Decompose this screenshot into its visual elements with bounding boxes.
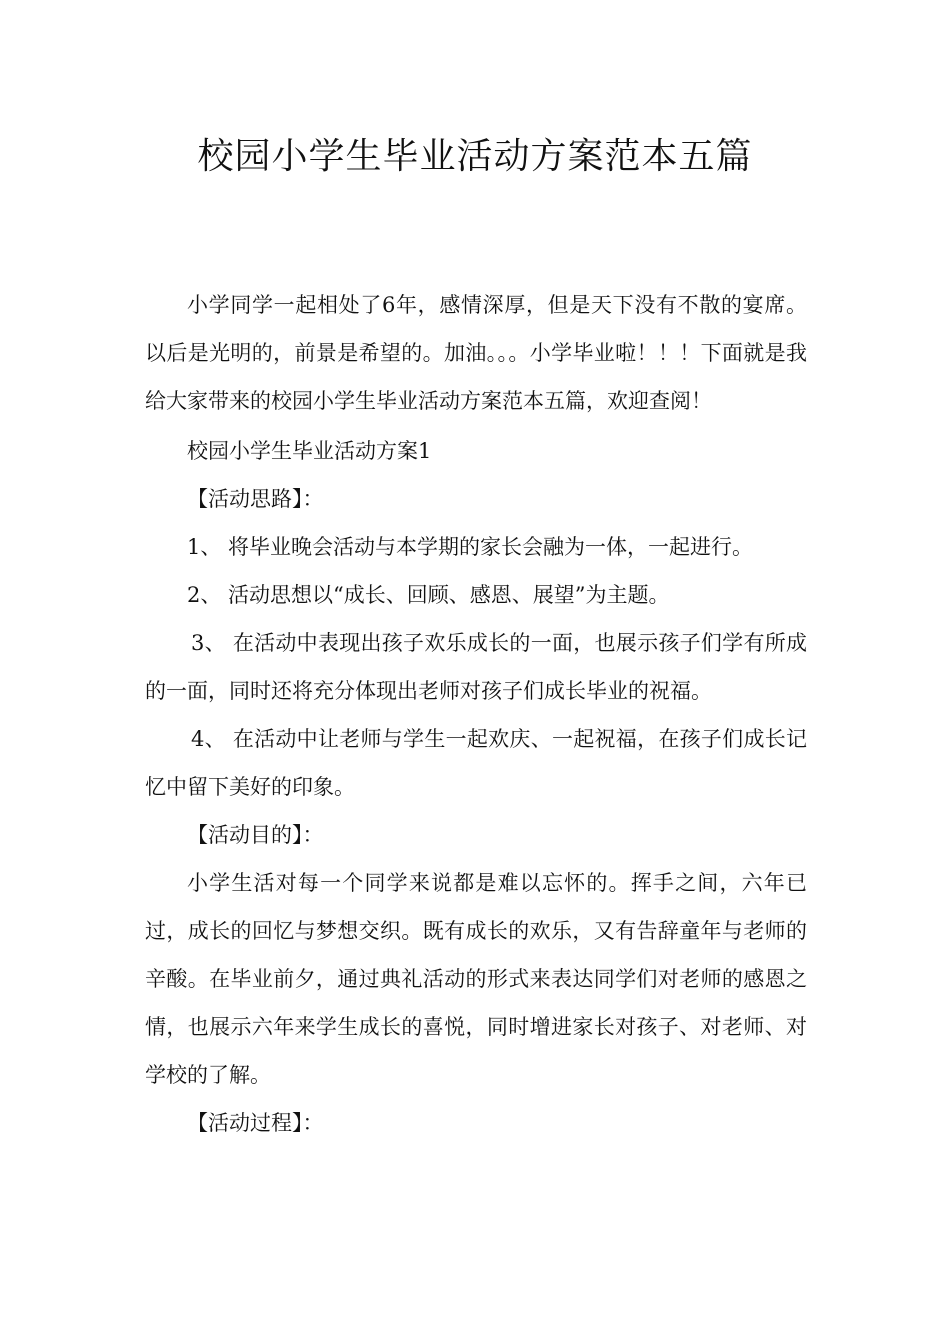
purpose-paragraph: 小学生活对每一个同学来说都是难以忘怀的。挥手之间，六年已过，成长的回忆与梦想交织。既有成长的欢乐，又有告辞童年与老师的辛酸。在毕业前夕，通过典礼活动的形式来表达同学们对老师的感恩之情，也展示六年来学生成长的喜悦，同时增进家长对孩子、对老师、对学校的了解。: [145, 871, 807, 1087]
list-item-2: 2、 活动思想以“成长、回顾、感恩、展望”为主题。: [187, 583, 670, 607]
list-item-4: 4、 在活动中让老师与学生一起欢庆、一起祝福，在孩子们成长记忆中留下美好的印象。: [145, 727, 807, 799]
document-title: 校园小学生毕业活动方案范本五篇: [197, 136, 753, 177]
section-heading-activity-idea: 【活动思路】：: [187, 487, 324, 511]
section-heading-activity-purpose: 【活动目的】：: [187, 823, 324, 847]
section-heading-activity-process: 【活动过程】：: [187, 1111, 324, 1135]
intro-paragraph: 小学同学一起相处了6年，感情深厚，但是天下没有不散的宴席。以后是光明的，前景是希望的。加油。。。小学毕业啦！！！下面就是我给大家带来的校园小学生毕业活动方案范本五篇，欢迎查阅！: [145, 293, 807, 413]
document-body: [145, 281, 807, 1147]
plan-heading: 校园小学生毕业活动方案1: [187, 439, 432, 463]
list-item-3: 3、 在活动中表现出孩子欢乐成长的一面，也展示孩子们学有所成的一面，同时还将充分体现出老师对孩子们成长毕业的祝福。: [145, 631, 807, 703]
list-item-1: 1、 将毕业晚会活动与本学期的家长会融为一体，一起进行。: [187, 535, 754, 559]
